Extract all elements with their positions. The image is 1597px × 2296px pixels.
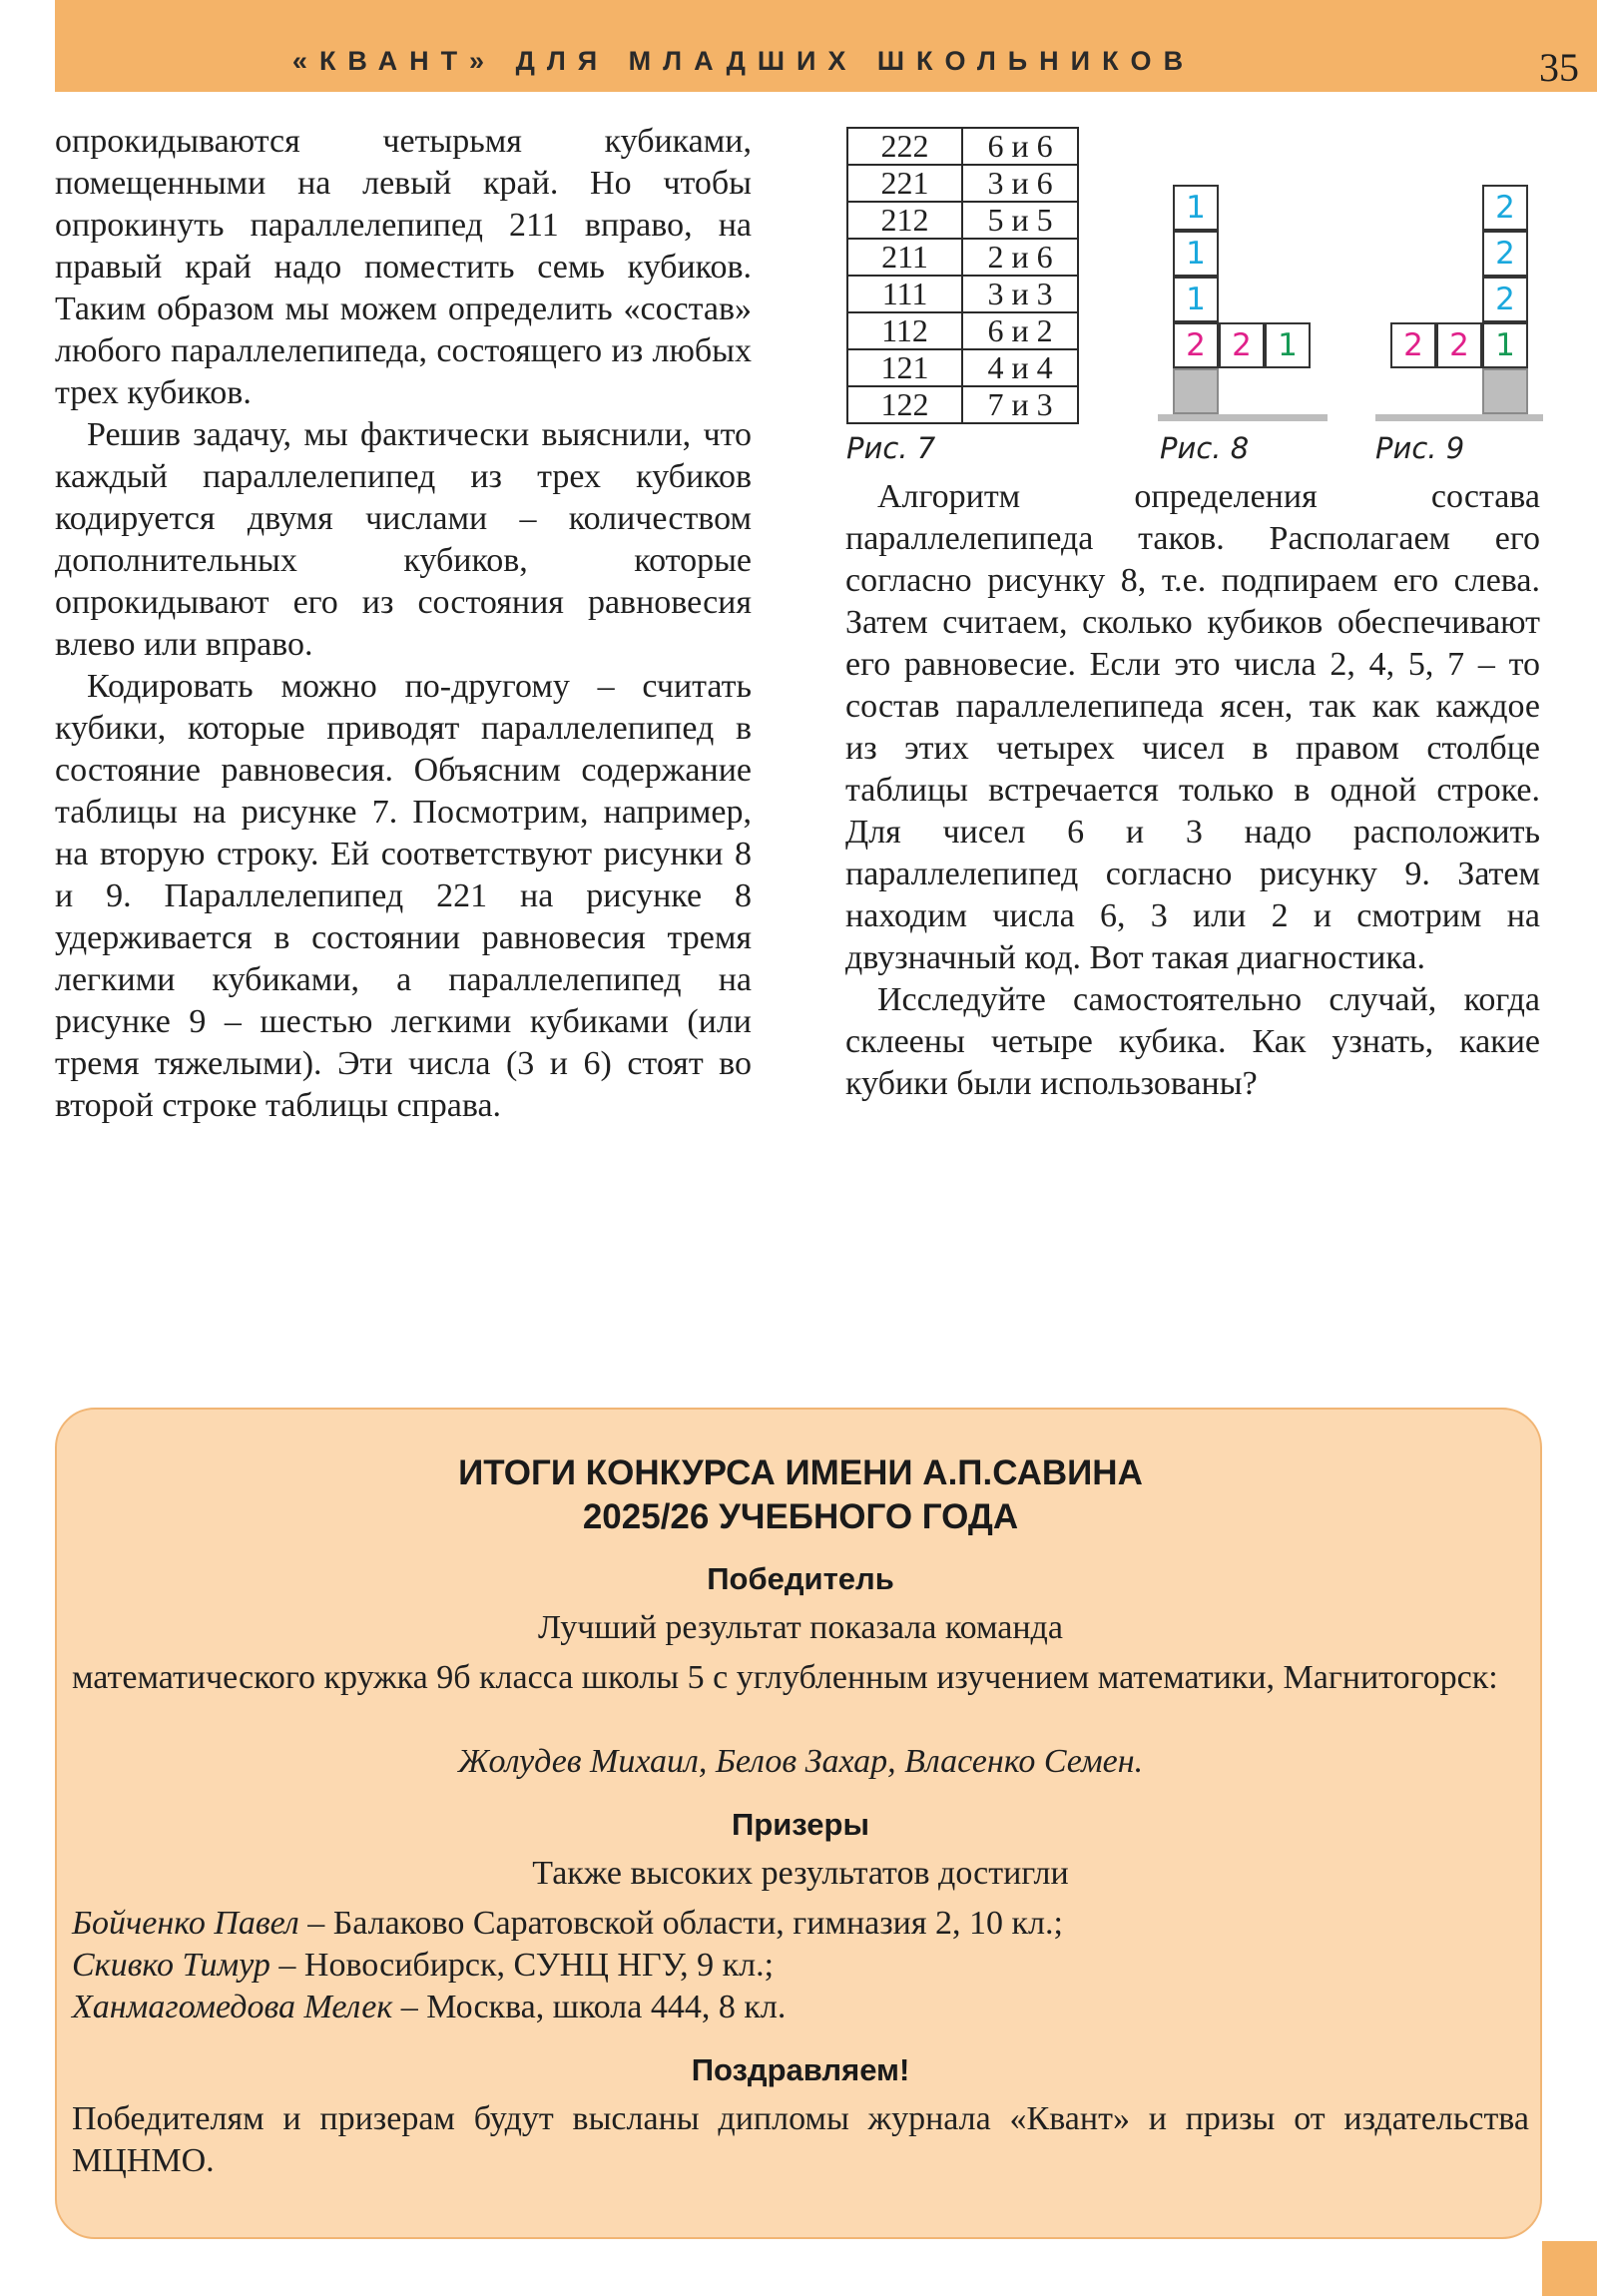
- table-cell-counts: 7 и 3: [962, 386, 1078, 423]
- winner-team: математического кружка 9б класса школы 5 с углубленным изучением математики, Магнитогорск:: [72, 1659, 1498, 1696]
- fig9-cube: 2: [1482, 231, 1528, 277]
- table-cell-code: 121: [847, 349, 962, 386]
- page-number: 35: [1539, 45, 1579, 90]
- prizewinner-name: Бойченко Павел: [72, 1905, 299, 1942]
- prizewinner-details: – Балаково Саратовской области, гимназия 2, 10 кл.;: [298, 1905, 1063, 1942]
- table-row: [847, 202, 1078, 239]
- right-column: [845, 476, 1540, 1105]
- prizewinner-line: [72, 1987, 1529, 2028]
- table-row: [847, 239, 1078, 276]
- table-cell-code: 122: [847, 386, 962, 423]
- table-cell-counts: 4 и 4: [962, 349, 1078, 386]
- winner-intro: Лучший результат показала команда: [538, 1609, 1063, 1646]
- left-paragraph-1: опрокидываются четырьмя кубиками, помещенными на левый край. Но чтобы опрокинуть параллелепипед 211 вправо, на правый край надо поместить семь кубиков. Таким образом мы можем определить «состав» любого параллелепипеда, состоящего из любых трех кубиков.: [55, 123, 752, 411]
- table-cell-code: 211: [847, 239, 962, 276]
- prizewinner-line: [72, 1903, 1529, 1945]
- prizewinner-details: – Новосибирск, СУНЦ НГУ, 9 кл.;: [269, 1947, 775, 1984]
- prize-intro: Также высоких результатов достигли: [532, 1855, 1069, 1892]
- corner-decoration: [1542, 2241, 1597, 2296]
- prizewinner-name: Скивко Тимур: [72, 1947, 270, 1984]
- table-row: [847, 165, 1078, 202]
- running-title: «КВАНТ» ДЛЯ МЛАДШИХ ШКОЛЬНИКОВ: [291, 46, 1196, 76]
- fig9-cube: 2: [1390, 322, 1436, 368]
- table-cell-code: 111: [847, 276, 962, 312]
- prizewinner-line: [72, 1945, 1529, 1987]
- figure-7-caption: Рис. 7: [846, 431, 936, 465]
- winner-heading: Победитель: [707, 1561, 894, 1596]
- prize-heading: Призеры: [732, 1807, 869, 1842]
- fig9-support: [1482, 368, 1528, 414]
- left-column: [55, 121, 752, 1127]
- table-cell-counts: 3 и 6: [962, 165, 1078, 202]
- fig9-cube: 2: [1482, 185, 1528, 231]
- congrats-heading: Поздравляем!: [691, 2052, 910, 2087]
- prizewinner-list: [72, 1903, 1529, 2028]
- page-header: [55, 0, 1597, 92]
- left-paragraph-2: Решив задачу, мы фактически выяснили, что каждый параллелепипед из трех кубиков кодируется двумя числами – количеством дополнительных кубиков, которые опрокидывают его из состояния равновесия влево или вправо.: [55, 416, 752, 663]
- table-cell-code: 222: [847, 128, 962, 165]
- table-cell-counts: 6 и 2: [962, 312, 1078, 349]
- contest-title-line-2: 2025/26 УЧЕБНОГО ГОДА: [582, 1497, 1019, 1536]
- table-row: [847, 276, 1078, 312]
- table-cell-counts: 6 и 6: [962, 128, 1078, 165]
- right-paragraph-2: Исследуйте самостоятельно случай, когда склеены четыре кубика. Как узнать, какие кубики были использованы?: [845, 981, 1540, 1102]
- table-row: [847, 386, 1078, 423]
- table-row: [847, 349, 1078, 386]
- figure-8-caption: Рис. 8: [1160, 431, 1250, 465]
- right-paragraph-1: Алгоритм определения состава параллелепипеда таков. Располагаем его согласно рисунку 8, т.е. подпираем его слева. Затем считаем, сколько кубиков обеспечивают его равновесие. Если это числа 2, 4, 5, 7 – то состав параллелепипеда ясен, так как каждое из этих четырех чисел в правом столбце таблицы встречается только в одной строке. Для чисел 6 и 3 надо расположить параллелепипед согласно рисунку 9. Затем находим числа 6, 3 или 2 и смотрим на двузначный код. Вот такая диагностика.: [845, 478, 1540, 976]
- congrats-text: Победителям и призерам будут высланы дипломы журнала «Квант» и призы от издательства МЦНМО.: [72, 2100, 1529, 2179]
- fig8-cube: 1: [1173, 231, 1219, 277]
- fig8-support: [1173, 368, 1219, 414]
- prizewinner-details: – Москва, школа 444, 8 кл.: [392, 1989, 787, 2025]
- fig8-cube: 1: [1173, 185, 1219, 231]
- figure-7-table: [846, 127, 1079, 424]
- table-cell-counts: 3 и 3: [962, 276, 1078, 312]
- fig9-cube: 1: [1482, 322, 1528, 368]
- table-row: [847, 128, 1078, 165]
- left-paragraph-3: Кодировать можно по-другому – считать кубики, которые приводят параллелепипед в состояние равновесия. Объясним содержание таблицы на рисунке 7. Посмотрим, например, на вторую строку. Ей соответствуют рисунки 8 и 9. Параллелепипед 221 на рисунке 8 удерживается в состоянии равновесия тремя легкими кубиками, а параллелепипед на рисунке 9 – шестью легкими кубиками (или тремя тяжелыми). Эти числа (3 и 6) стоят во второй строке таблицы справа.: [55, 668, 752, 1124]
- fig9-ground: [1375, 414, 1543, 421]
- fig9-cube: 2: [1436, 322, 1482, 368]
- table-row: [847, 312, 1078, 349]
- contest-results-box: [55, 1408, 1542, 2239]
- winner-names: Жолудев Михаил, Белов Захар, Власенко Семен.: [457, 1743, 1144, 1780]
- table-cell-code: 112: [847, 312, 962, 349]
- table-cell-code: 221: [847, 165, 962, 202]
- figure-9-caption: Рис. 9: [1375, 431, 1465, 465]
- table-cell-counts: 2 и 6: [962, 239, 1078, 276]
- fig8-cube: 1: [1173, 277, 1219, 322]
- fig8-cube: 2: [1219, 322, 1265, 368]
- table-cell-code: 212: [847, 202, 962, 239]
- table-cell-counts: 5 и 5: [962, 202, 1078, 239]
- fig8-cube: 1: [1265, 322, 1311, 368]
- fig9-cube: 2: [1482, 277, 1528, 322]
- contest-title-line-1: ИТОГИ КОНКУРСА ИМЕНИ А.П.САВИНА: [458, 1453, 1143, 1492]
- prizewinner-name: Ханмагомедова Мелек: [72, 1989, 393, 2025]
- fig8-ground: [1158, 414, 1328, 421]
- fig8-cube: 2: [1173, 322, 1219, 368]
